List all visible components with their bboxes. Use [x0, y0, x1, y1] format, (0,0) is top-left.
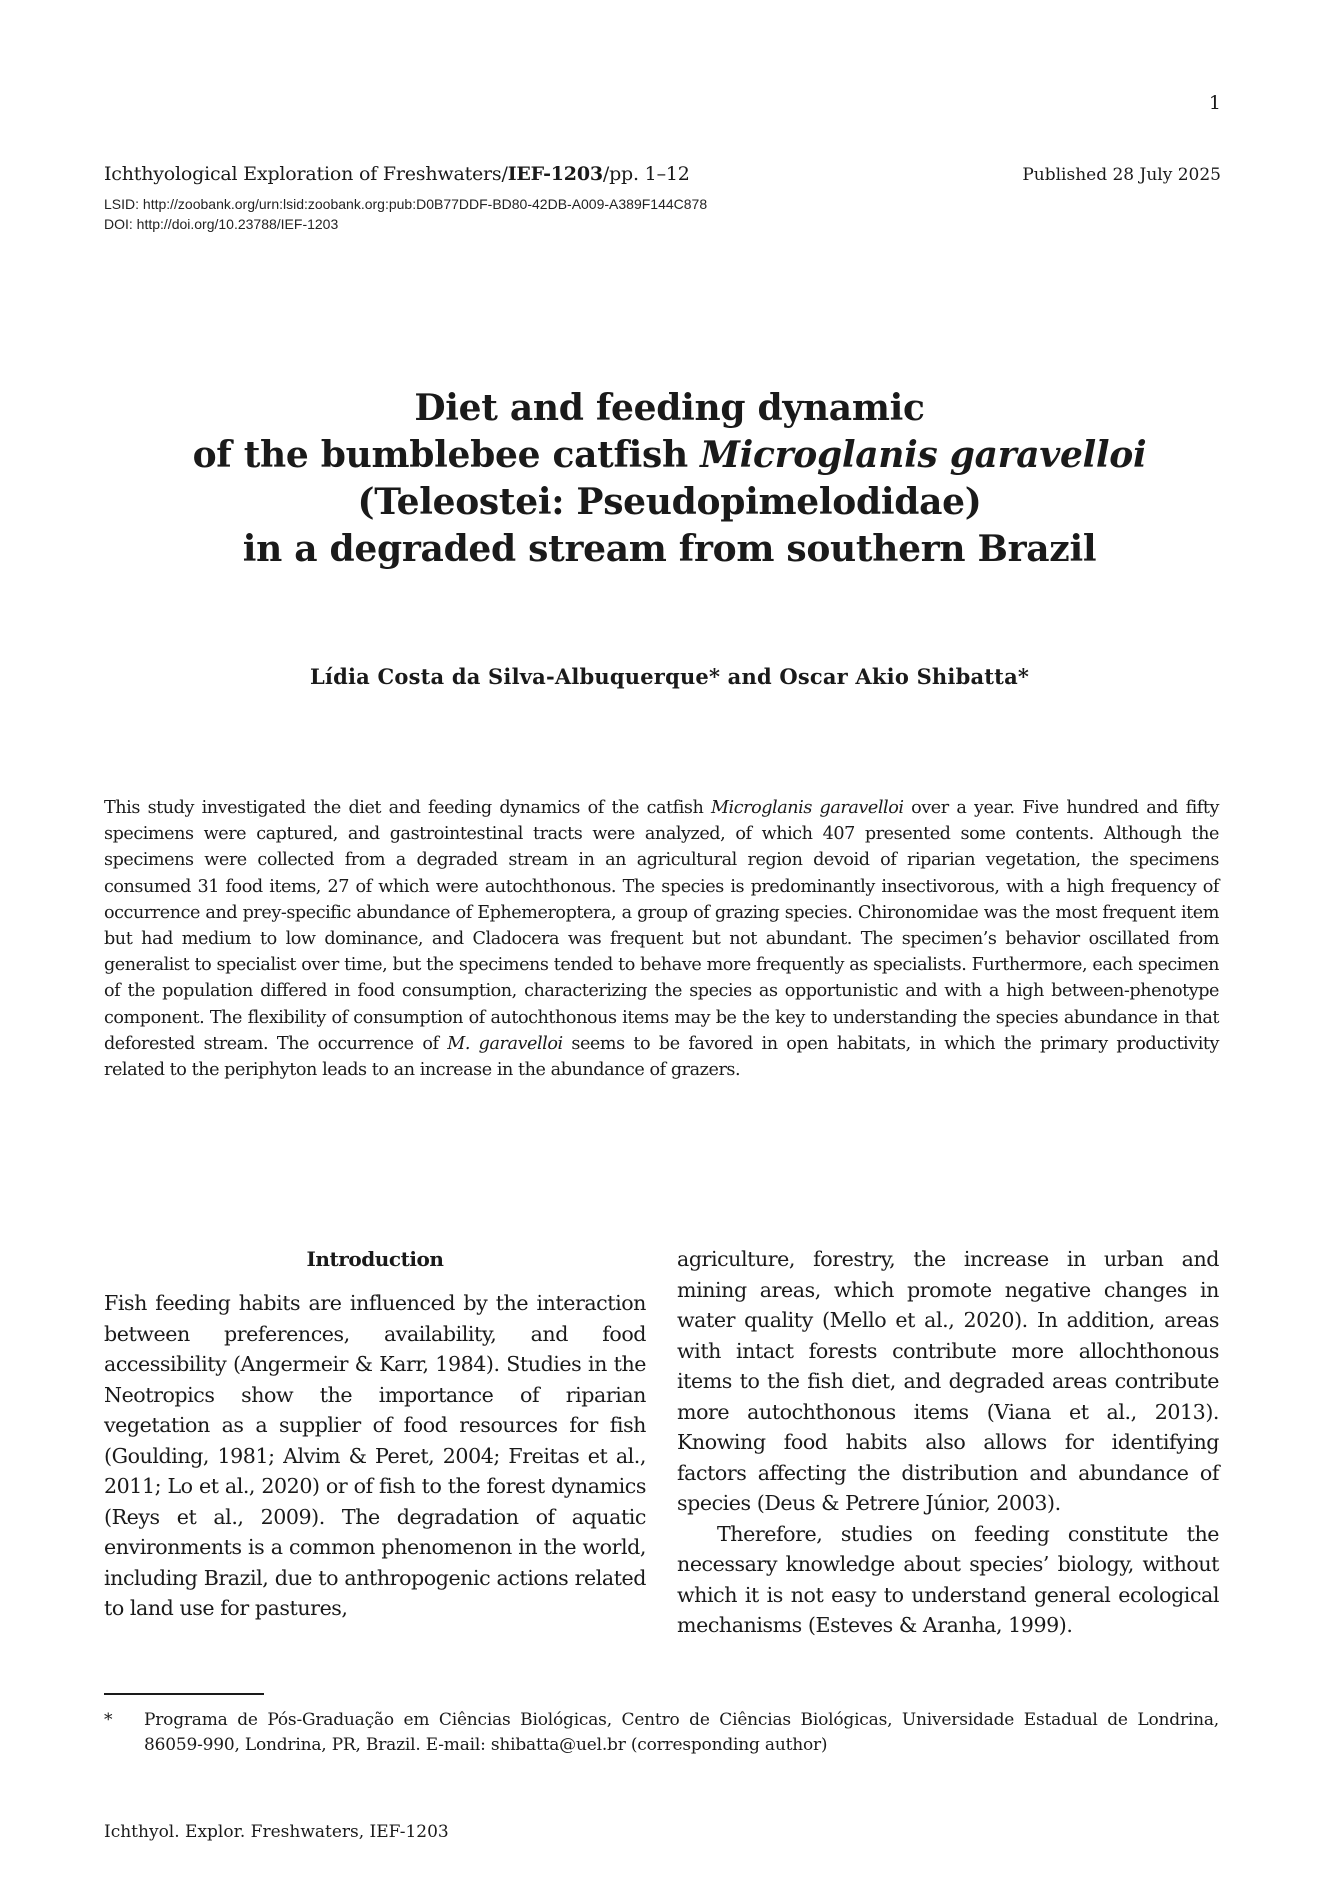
footnote-mark: * [104, 1710, 113, 1730]
right-column [677, 1244, 1219, 1641]
introduction-paragraph-1: Fish feeding habits are influenced by the interaction between preferences, availability, and food accessibility (Angermeir & Karr, 1984). Studies in the Neotropics show the importance of riparian vegetation as a supplier of food resources for fish (Goulding, 1981; Alvim & Peret, 2004; Freitas et al., 2011; Lo et al., 2020) or of fish to the forest dynamics (Reys et al., 2009). The degradation of aquatic environments is a common phenomenon in the world, including Brazil, due to anthropogenic actions related to land use for pastures, [104, 1291, 646, 1620]
abstract-species-2: M. garavelloi [447, 1033, 563, 1054]
title-line-2 [0, 432, 1339, 479]
abstract-text-1: This study investigated the diet and feeding dynamics of the catfish [104, 798, 711, 818]
author-list: Lídia Costa da Silva-Albuquerque* and Oscar Akio Shibatta* [309, 664, 1030, 689]
abstract-text-3: seems to be favored in open habitats, in which the primary productivity related to the periphyton leads to an increase in the abundance of grazers. [104, 1033, 1220, 1081]
abstract-text-2: over a year. Five hundred and fifty specimens were captured, and gastrointestinal tracts were analyzed, of which 407 presented some contents. Although the specimens were collected from a degraded stream in an agricultural region devoid of riparian vegetation, the specimens consumed 31 food items, 27 of which were autochthonous. The species is predominantly insectivorous, with a high frequency of occurrence and prey-specific abundance of Ephemeroptera, a group of grazing species. Chironomidae was the most frequent item but had medium to low dominance, and Cladocera was frequent but not abundant. The specimen’s behavior oscillated from generalist to specialist over time, but the specimens tended to behave more frequently as specialists. Furthermore, each specimen of the population differed in food consumption, characterizing the species as opportunistic and with a high between-phenotype component. The flexibility of consumption of autochthonous items may be the key to understanding the species abundance in that deforested stream. The occurrence of [104, 798, 1219, 1054]
journal-citation [104, 163, 690, 185]
footnote-divider [104, 1693, 264, 1695]
title-line-1: Diet and feeding dynamic [414, 387, 925, 429]
publication-date: Published 28 July 2025 [1022, 165, 1221, 185]
introduction-heading: Introduction [306, 1247, 444, 1271]
doi-line: DOI: http://doi.org/10.23788/IEF-1203 [104, 216, 339, 232]
article-title [0, 385, 1339, 573]
journal-name: Ichthyological Exploration of Freshwaters/ [104, 163, 508, 185]
affiliation-footnote [104, 1708, 1219, 1758]
title-line-4: in a degraded stream from southern Brazil [242, 528, 1097, 570]
page-range: /pp. 1–12 [602, 163, 690, 185]
introduction-paragraph-2: Therefore, studies on feeding constitute the necessary knowledge about species’ biology, without which it is not easy to understand general ecological mechanisms (Esteves & Aranha, 1999). [677, 1521, 1219, 1637]
lsid-line: LSID: http://zoobank.org/urn:lsid:zoobank.org:pub:D0B77DDF-BD80-42DB-A009-A389F144C878 [104, 196, 708, 212]
left-column [104, 1244, 646, 1624]
abstract [104, 795, 1219, 1083]
page-number: 1 [1208, 92, 1221, 114]
running-footer: Ichthyol. Explor. Freshwaters, IEF-1203 [104, 1822, 449, 1842]
title-line-2-text: of the bumblebee catfish [192, 434, 701, 476]
footnote-text: Programa de Pós-Graduação em Ciências Biológicas, Centro de Ciências Biológicas, Universidade Estadual de Londrina, 86059-990, Londrina, PR, Brazil. E-mail: shibatta@uel.br (corresponding author) [144, 1710, 1219, 1755]
introduction-paragraph-continued: agriculture, forestry, the increase in urban and mining areas, which promote negative changes in water quality (Mello et al., 2020). In addition, areas with intact forests contribute more allochthonous items to the fish diet, and degraded areas contribute more autochthonous items (Viana et al., 2013). Knowing food habits also allows for identifying factors affecting the distribution and abundance of species (Deus & Petrere Júnior, 2003). [677, 1247, 1219, 1515]
title-line-3: (Teleostei: Pseudopimelodidae) [357, 481, 982, 523]
abstract-species-1: Microglanis garavelloi [710, 798, 904, 818]
article-id: IEF-1203 [507, 163, 603, 185]
title-species-name: Microglanis garavelloi [700, 434, 1147, 476]
